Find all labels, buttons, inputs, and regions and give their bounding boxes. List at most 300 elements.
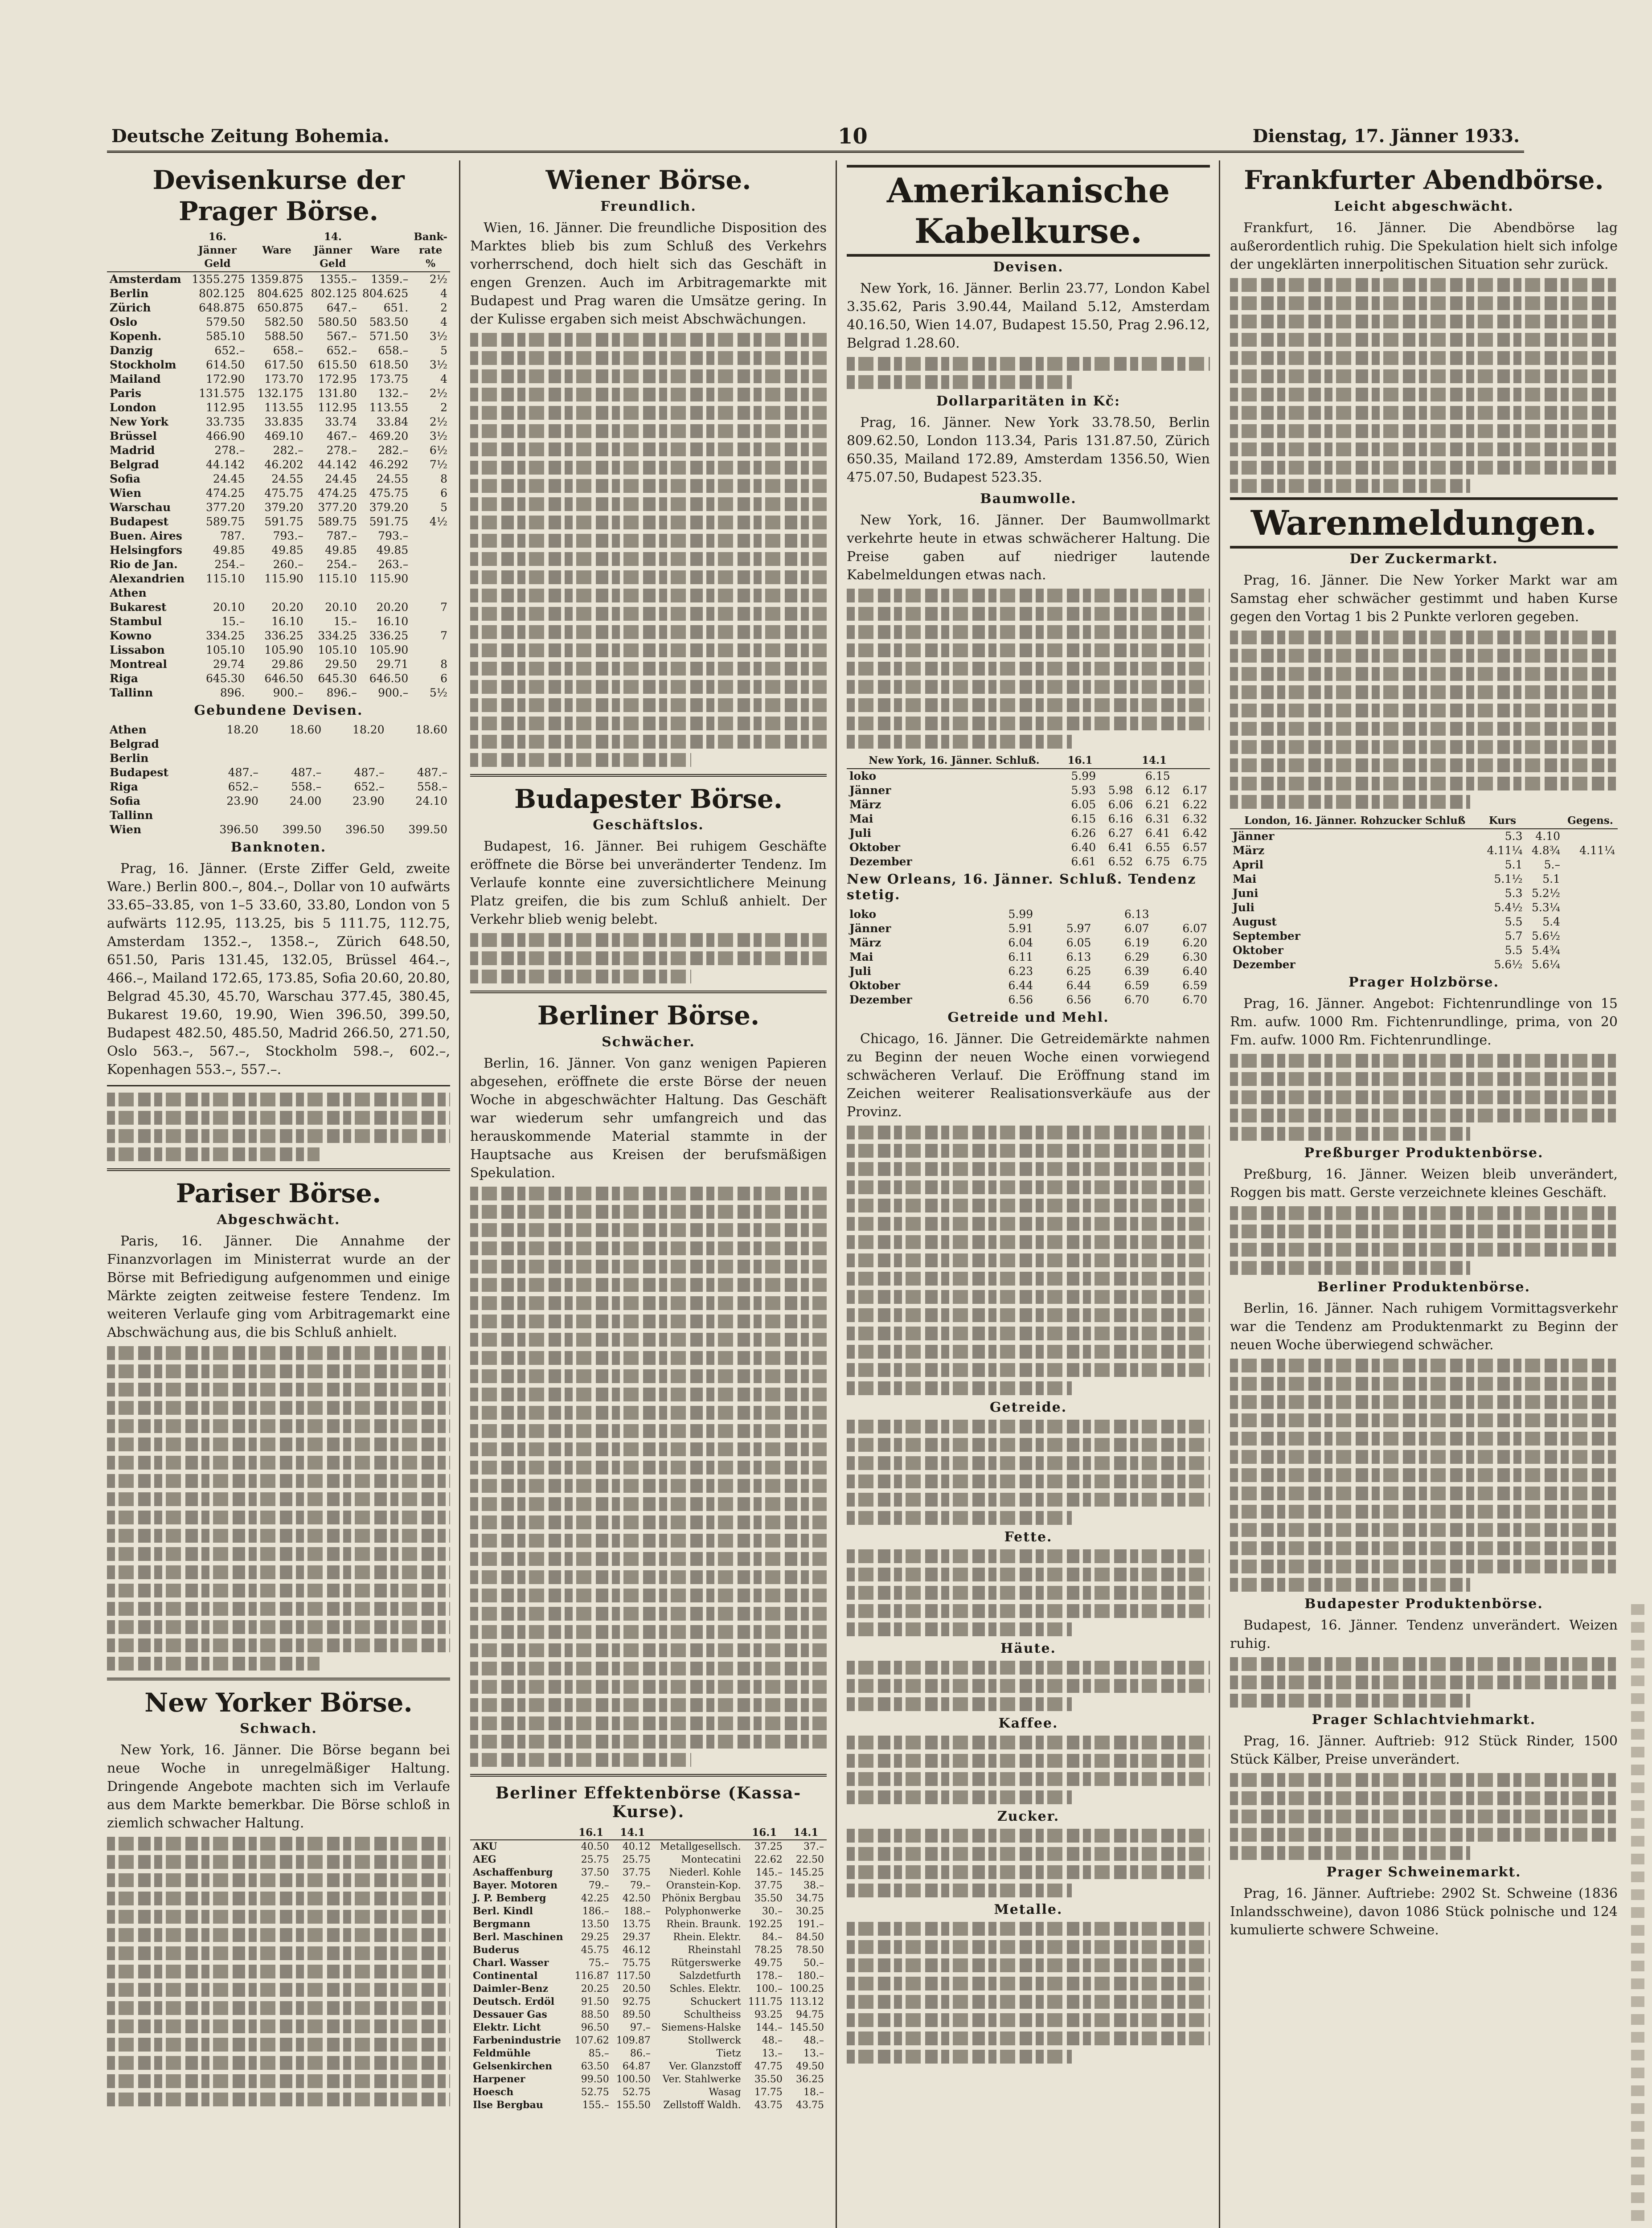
column-header: 16. Jänner Geld [187,229,247,272]
running-header [107,124,1524,153]
table-cell [1563,858,1618,872]
table-cell: 6.07 [1124,922,1149,935]
row-label: März [849,798,881,811]
table-row [470,1853,827,1866]
table-cell: 6.55 [1145,841,1170,854]
table-cell: 658.– [378,344,409,357]
row-label: Mai [1233,872,1257,885]
table-cell: 29.74 [213,658,245,671]
table-cell: 145.50 [790,2022,824,2033]
table-cell: 6.41 [1145,827,1170,840]
table-cell: 49.75 [754,1957,783,1969]
table-cell: 379.20 [369,501,409,514]
table-cell: 5.4¾ [1531,943,1560,957]
table-cell: 6.25 [1066,965,1091,978]
table-row [470,2034,827,2047]
table-row [107,415,450,429]
table-cell: 37.– [803,1841,824,1852]
table-cell: 78.50 [796,1944,824,1956]
table-row [847,979,1210,993]
column-header: Ware [248,229,306,272]
table-row [847,769,1210,783]
row-label: Kopenh. [110,330,162,343]
table-cell: 5.6½ [1494,958,1523,971]
table-cell [1563,886,1618,901]
table-cell: 33.84 [376,415,409,429]
row-label: Dezember [849,855,912,868]
subsection-title: Geschäftslos. [593,817,704,833]
table-cell: 131.575 [199,387,245,400]
table-cell: 173.70 [264,373,303,386]
paragraph: New York, 16. Jänner. Die Börse begann bei neue Woche in unregelmäßiger Haltung. Dringende Angebote machten sich im Verlaufe aus dem Markte bemerkbar. Die Börse schloß in ziemlich schwacher Haltung. [107,1742,450,1831]
table-cell [1563,943,1618,958]
table-cell: 43.75 [796,2099,824,2111]
table-row [107,794,450,808]
table-cell: Ver. Glanzstoff [669,2060,741,2072]
table-cell: Niederl. Kohle [669,1867,741,1878]
table-cell: 2½ [429,387,447,400]
text-block [107,1093,450,1161]
table-cell: 658.– [273,344,303,357]
table-cell: 29.37 [622,1931,651,1943]
paragraph: Paris, 16. Jänner. Die Annahme der Finanzvorlagen im Ministerrat wurde an der Börse mit Befriedigung aufgenommen und einige Märkte zeigten zeitweise festere Tendenz. Im weiteren Verlaufe ging vom Arbitragemarkt eine Abschwächung aus, die bis Schluß anhielt. [107,1233,450,1340]
table-row [1230,844,1618,858]
table-cell [1563,929,1618,943]
table-cell: 567.– [326,330,357,343]
table-cell: 6.12 [1145,784,1170,797]
table-cell: 6.20 [1182,936,1207,950]
table-cell: 49.50 [796,2060,824,2072]
table-row [847,907,1210,922]
table-cell: 6.39 [1124,965,1149,978]
table-cell [1099,769,1135,783]
row-label: Ilse Bergbau [473,2099,543,2111]
table-cell: 6.16 [1108,812,1133,826]
column-rule [1219,160,1220,2228]
table-cell [187,586,247,600]
subsection-title: Schwächer. [602,1034,695,1050]
column-header: 14. Jänner Geld [306,229,360,272]
table-cell: 4 [440,287,447,300]
text-block [107,1837,450,2106]
row-label: Berlin [110,287,149,300]
table-cell: 4.11¼ [1487,844,1523,857]
table-cell: 6 [440,487,447,500]
bonded-fx-table [107,723,450,837]
row-label: Farbenindustrie [473,2034,561,2046]
table-cell [411,529,450,543]
table-cell: 467.– [326,430,357,443]
row-label: Charl. Wasser [473,1957,549,1969]
table-cell: 399.50 [408,823,447,836]
row-label: Bukarest [110,601,167,614]
table-cell: 2 [440,401,447,414]
column-header [653,1826,744,1840]
table-cell: 173.75 [369,373,409,386]
table-row [107,614,450,629]
table-row [470,2073,827,2086]
table-cell: 2½ [429,273,447,286]
paragraph: New York, 16. Jänner. Berlin 23.77, London Kabel 3.35.62, Paris 3.90.44, Mailand 5.12, Amsterdam 40.16.50, Wien 14.07, Budapest 15.50, Prag 2.96.12, Belgrad 1.28.60. [847,281,1210,352]
table-cell: 3½ [429,330,447,343]
table-cell: 793.– [273,529,303,543]
column-header: New York, 16. Jänner. Schluß. [847,753,1062,769]
subsection-title: Der Zuckermarkt. [1349,551,1498,567]
table-cell: 6.75 [1182,855,1207,868]
row-label: Athen [110,723,147,737]
table-cell: 6.11 [1008,950,1033,964]
table-cell: 5.1½ [1494,872,1523,885]
table-cell [248,586,306,600]
row-label: AKU [473,1840,497,1852]
table-cell: 254.– [214,558,245,571]
table-cell: 22.50 [796,1854,824,1865]
table-cell: 42.50 [622,1892,651,1904]
table-cell: 38.– [803,1880,824,1891]
table-cell: 558.– [291,780,322,794]
table-row [107,600,450,614]
table-row [107,272,450,287]
table-row [470,1905,827,1918]
table-cell: 399.50 [282,823,322,836]
table-row [107,429,450,443]
table-cell: 583.50 [369,315,409,329]
row-label: Aschaffenburg [473,1866,553,1878]
row-label: J. P. Bemberg [473,1892,546,1904]
table-cell: 6.42 [1182,827,1207,840]
row-label: Budapest [110,515,168,528]
column-header: 16.1 [570,1826,612,1840]
table-cell: 6.21 [1145,798,1170,811]
subsection-title: Häute. [1000,1641,1056,1657]
section-title: Amerikanische Kabelkurse. [847,165,1210,257]
table-cell: 6.41 [1108,841,1133,854]
table-row [470,2047,827,2060]
table-cell: 6½ [429,444,447,457]
table-cell: 180.– [797,1970,824,1982]
row-label: Kowno [110,629,152,643]
table-cell: 47.75 [754,2060,783,2072]
row-label: Danzig [110,344,153,357]
table-cell: 13.– [762,2048,783,2059]
table-cell: 25.75 [581,1854,609,1865]
table-cell: 20.25 [581,1983,609,1995]
table-row [107,657,450,672]
row-label: Buen. Aires [110,529,182,543]
column-header: Gegens. [1563,813,1618,829]
table-row [470,2060,827,2073]
table-cell: 131.80 [318,387,357,400]
text-block [1230,1054,1618,1141]
table-cell: 5.93 [1071,784,1096,797]
section-title: New Yorker Börse. [144,1687,413,1718]
table-cell: 6.40 [1071,841,1096,854]
table-cell: 6.19 [1124,936,1149,950]
table-row [107,586,450,600]
table-cell: 6.44 [1008,979,1033,992]
row-label: September [1233,929,1300,942]
table-cell [324,808,387,823]
table-cell: 469.10 [264,430,303,443]
row-label: Stambul [110,615,162,628]
table-cell [1563,901,1618,915]
table-cell: 172.90 [206,373,245,386]
table-cell: 396.50 [219,823,258,836]
table-cell [411,543,450,557]
section-title: Frankfurter Abendbörse. [1244,165,1604,195]
text-block [847,1126,1210,1395]
row-label: Mai [849,812,873,826]
table-cell: 5.3 [1504,886,1523,900]
table-row [470,1970,827,1982]
table-row [107,287,450,301]
table-cell: 466.90 [206,430,245,443]
table-row [1230,915,1618,929]
row-label: Montreal [110,658,167,671]
table-cell: 49.85 [213,544,245,557]
row-label: Feldmühle [473,2047,531,2059]
table-cell: 6.13 [1124,908,1149,921]
row-label: Harpener [473,2073,525,2085]
row-label: Berl. Maschinen [473,1931,563,1943]
row-label: Zürich [110,301,151,315]
table-row [1230,929,1618,943]
table-cell: 105.90 [264,643,303,657]
row-label: Bergmann [473,1918,531,1930]
divider [107,1678,450,1680]
table-cell: 29.25 [581,1931,609,1943]
table-cell: 278.– [326,444,357,457]
table-cell [198,737,261,751]
column-header: Bank-rate % [411,229,450,272]
table-row [1230,943,1618,958]
table-cell: 115.10 [318,572,357,586]
table-cell: 5.7 [1504,929,1523,942]
row-label: Oslo [110,315,138,329]
table-cell: 115.90 [264,572,303,586]
header-publication: Deutsche Zeitung Bohemia. [111,126,389,147]
subsection-title: Budapester Produktenbörse. [1304,1596,1543,1612]
table-cell: Phönix Bergbau [661,1892,741,1904]
table-cell: 5.3¼ [1531,901,1560,914]
subsection-title: Banknoten. [230,840,327,856]
table-row [107,629,450,643]
row-label: Riga [110,780,138,794]
table-cell: 582.50 [264,315,303,329]
table-cell: 6.59 [1124,979,1149,992]
table-cell: 89.50 [622,2009,651,2020]
table-cell: 5 [440,501,447,514]
text-block [470,1187,827,1767]
column-header [1173,753,1210,769]
table-cell: 4.8¾ [1531,844,1560,857]
row-label: Madrid [110,444,155,457]
table-cell: 24.55 [271,472,303,486]
table-cell: 5.3 [1504,829,1523,843]
table-row [107,372,450,386]
table-cell: 45.75 [581,1944,609,1956]
table-cell: 900.– [378,686,409,700]
table-row [107,572,450,586]
table-cell: 145.25 [790,1867,824,1878]
subsection-title: Getreide und Mehl. [947,1010,1109,1026]
row-label: AEG [473,1853,496,1865]
table-cell: 29.86 [271,658,303,671]
table-row [107,315,450,329]
text-block [847,1736,1210,1804]
table-cell: 78.25 [754,1944,783,1956]
table-row [107,723,450,737]
table-cell: 5.1 [1504,858,1523,871]
table-cell: 18.60 [289,723,322,737]
table-cell: 107.62 [574,2035,609,2046]
subsection-title: Metalle. [994,1902,1063,1918]
divider [470,991,827,993]
table-row [470,1918,827,1931]
section-title: Berliner Börse. [537,1000,760,1031]
column-header [470,1826,570,1840]
subsection-title: Berliner Produktenbörse. [1317,1279,1531,1295]
table-cell: 263.– [378,558,409,571]
row-label: Jänner [849,922,891,935]
table-cell [411,643,450,657]
text-block [1230,1657,1618,1708]
table-row [107,672,450,686]
table-cell: 52.75 [581,2086,609,2098]
table-cell: 155.50 [616,2099,651,2111]
table-cell: 474.25 [206,487,245,500]
table-cell: 6 [440,672,447,685]
table-cell: Polyphonwerke [664,1905,741,1917]
table-cell: 6.40 [1182,965,1207,978]
table-row [107,643,450,657]
page-number: 10 [838,124,868,149]
table-cell: 6.15 [1071,812,1096,826]
table-row [107,458,450,472]
paragraph: Prag, 16. Jänner. Angebot: Fichtenrundlinge von 15 Rm. aufw. 1000 Rm. Fichtenrundlinge, prima, von 20 Fm. aufw. 1000 Rm. Fichtenrundlinge. [1230,995,1618,1048]
table-cell: Rütgerswerke [671,1957,741,1969]
table-cell: 6.13 [1066,950,1091,964]
fx-rates-table [107,229,450,700]
table-row [847,855,1210,869]
table-cell [360,586,411,600]
table-row [470,2021,827,2034]
row-label: Deutsch. Erdöl [473,1995,555,2007]
table-row [470,1944,827,1957]
table-cell: 88.50 [581,2009,609,2020]
row-label: loko [849,908,877,921]
table-cell: 1355.– [319,273,357,286]
table-cell: Zellstoff Waldh. [663,2099,741,2111]
table-cell: 105.10 [318,643,357,657]
table-cell: 5.99 [1071,770,1096,783]
row-label: Belgrad [110,737,159,751]
table-cell: 44.142 [318,458,357,471]
table-cell: 787. [220,529,245,543]
table-cell [324,737,387,751]
table-cell [198,751,261,766]
table-cell: 6.26 [1071,827,1096,840]
table-row [107,401,450,415]
table-cell: 6.05 [1071,798,1096,811]
table-cell [1173,769,1210,783]
table-row [107,500,450,515]
table-cell: 48.– [762,2035,783,2046]
table-cell [1036,907,1094,922]
section-title: Pariser Börse. [176,1178,381,1209]
row-label: Helsingfors [110,544,182,557]
table-cell: 5.97 [1066,922,1091,935]
table-cell: 29.50 [325,658,357,671]
subsection-title: Zucker. [997,1809,1060,1825]
table-row [107,557,450,572]
table-cell [306,586,360,600]
table-row [847,783,1210,798]
table-cell: 113.55 [369,401,409,414]
text-block [847,1661,1210,1711]
table-cell: 75.– [588,1957,609,1969]
table-cell [411,572,450,586]
table-caption: New Orleans, 16. Jänner. Schluß. Tendenz stetig. [847,872,1197,903]
text-block [847,589,1210,749]
table-row [1230,858,1618,872]
column-header: 14.1 [1135,753,1172,769]
table-cell: 377.20 [318,501,357,514]
subsection-title: Leicht abgeschwächt. [1334,198,1514,214]
table-cell: 646.50 [264,672,303,685]
table-cell: 97.– [630,2022,651,2033]
table-cell: 379.20 [264,501,303,514]
row-label: August [1233,915,1277,928]
table-cell: 2½ [429,415,447,429]
column-header: 14.1 [612,1826,653,1840]
table-row [1230,901,1618,915]
section-title: Wiener Börse. [545,165,751,195]
table-cell: 20.50 [622,1983,651,1995]
table-cell: 7 [440,629,447,643]
table-cell: 84.– [762,1931,783,1943]
table-cell: 615.50 [318,358,357,372]
column-4 [1230,160,1618,2228]
table-cell: Rhein. Elektr. [673,1931,741,1943]
table-cell: 91.50 [581,1996,609,2007]
table-cell [261,751,324,766]
table-cell: 86.– [630,2048,651,2059]
table-cell: 652.– [214,344,245,357]
table-cell: 336.25 [369,629,409,643]
table-cell: 18.60 [415,723,447,737]
table-cell: 20.20 [271,601,303,614]
table-row [1230,886,1618,901]
table-cell: 6.17 [1182,784,1207,797]
table-cell: 6.30 [1182,950,1207,964]
table-cell: 20.10 [325,601,357,614]
table-row [1230,958,1618,972]
table-cell: 17.75 [754,2086,783,2098]
table-cell: 589.75 [318,515,357,528]
table-row [107,543,450,557]
table-cell: 589.75 [206,515,245,528]
table-cell: 172.95 [318,373,357,386]
table-cell: 111.75 [748,1996,783,2007]
row-label: Sofia [110,795,141,808]
table-cell: 37.50 [581,1867,609,1878]
subsection-title: Abgeschwächt. [217,1212,340,1228]
row-label: Paris [110,387,142,400]
column-header: 16.1 [1062,753,1099,769]
subsection-title: Dollarparitäten in Kč: [936,393,1121,410]
row-label: Berl. Kindl [473,1905,533,1917]
